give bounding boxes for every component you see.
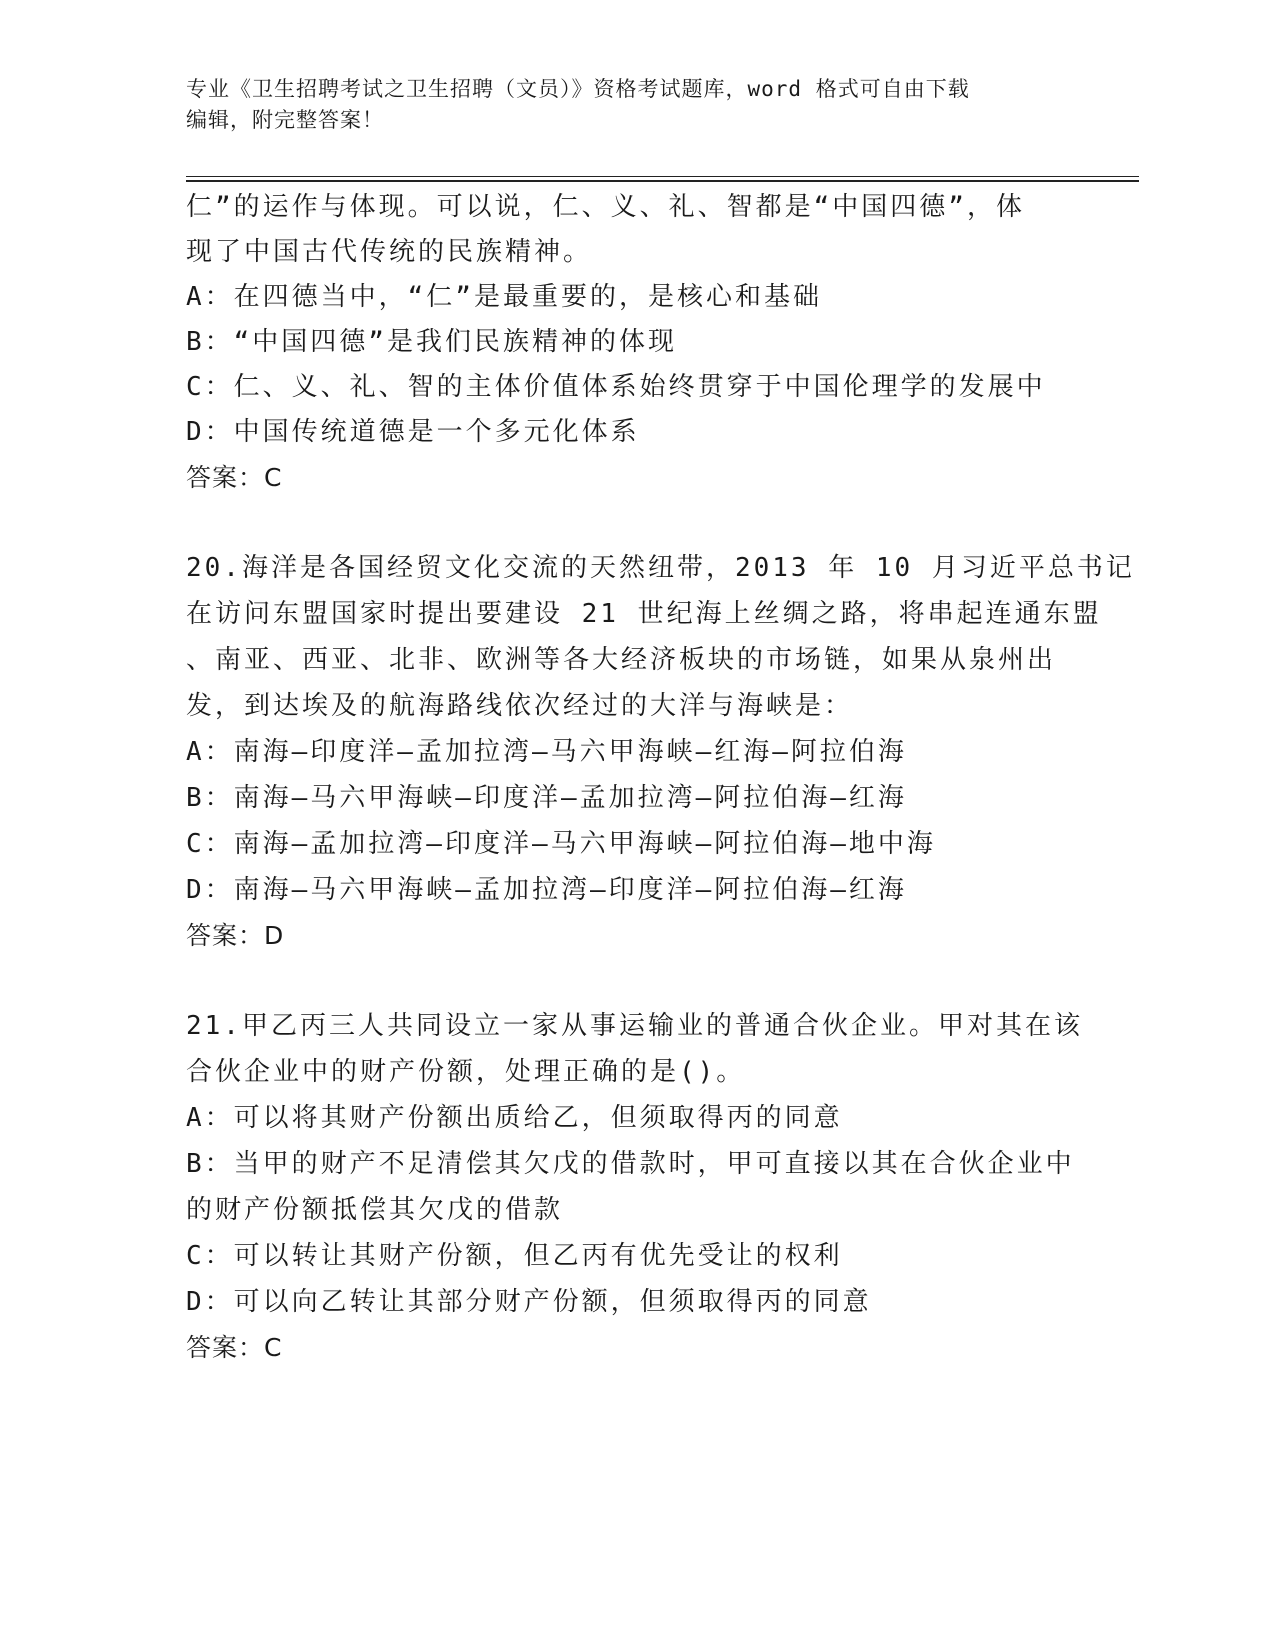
- answer-label: 答案：D: [186, 921, 285, 950]
- question-21: [186, 1003, 1083, 1370]
- question-text-line: 发，到达埃及的航海路线依次经过的大洋与海峡是：: [186, 691, 854, 721]
- option-a: A：在四德当中，“仁”是最重要的，是核心和基础: [186, 282, 822, 312]
- question-19-continued: [186, 185, 1066, 500]
- option-c: C：仁、义、礼、智的主体价值体系始终贯穿于中国伦理学的发展中: [186, 372, 1046, 402]
- question-spacer: [186, 958, 1066, 1003]
- question-text-line: 、南亚、西亚、北非、欧洲等各大经济板块的市场链，如果从泉州出: [186, 645, 1057, 675]
- question-text-line: 21.甲乙丙三人共同设立一家从事运输业的普通合伙企业。甲对其在该: [186, 1011, 1083, 1041]
- option-d: D：可以向乙转让其部分财产份额，但须取得丙的同意: [186, 1287, 872, 1317]
- question-text-line: 仁”的运作与体现。可以说，仁、义、礼、智都是“中国四德”，体: [186, 192, 1025, 222]
- option-d: D：南海—马六甲海峡—孟加拉湾—印度洋—阿拉伯海—红海: [186, 875, 907, 905]
- page-header: [186, 74, 1086, 136]
- question-text-line: 现了中国古代传统的民族精神。: [186, 237, 593, 267]
- header-title-line-1: 专业《卫生招聘考试之卫生招聘（文员）》资格考试题库，word 格式可自由下载: [186, 77, 970, 101]
- option-d: D：中国传统道德是一个多元化体系: [186, 417, 640, 447]
- document-body: [186, 185, 1135, 1370]
- option-c: C：可以转让其财产份额，但乙丙有优先受让的权利: [186, 1241, 843, 1271]
- header-title-line-2: 编辑，附完整答案！: [186, 108, 384, 132]
- question-spacer: [186, 500, 1066, 545]
- header-divider-thin: [186, 176, 1139, 177]
- option-b: B：当甲的财产不足清偿其欠戊的借款时，甲可直接以其在合伙企业中: [186, 1149, 1075, 1179]
- answer-label: 答案：C: [186, 1333, 283, 1362]
- header-divider-thick: [186, 180, 1139, 182]
- option-b-continued: 的财产份额抵偿其欠戊的借款: [186, 1195, 564, 1225]
- option-b: B：“中国四德”是我们民族精神的体现: [186, 327, 677, 357]
- option-a: A：可以将其财产份额出质给乙，但须取得丙的同意: [186, 1103, 843, 1133]
- option-a: A：南海—印度洋—孟加拉湾—马六甲海峡—红海—阿拉伯海: [186, 737, 907, 767]
- question-20: [186, 545, 1135, 958]
- question-text-line: 合伙企业中的财产份额，处理正确的是()。: [186, 1057, 746, 1087]
- option-c: C：南海—孟加拉湾—印度洋—马六甲海峡—阿拉伯海—地中海: [186, 829, 936, 859]
- question-text-line: 20.海洋是各国经贸文化交流的天然纽带，2013 年 10 月习近平总书记: [186, 553, 1135, 583]
- option-b: B：南海—马六甲海峡—印度洋—孟加拉湾—阿拉伯海—红海: [186, 783, 907, 813]
- answer-label: 答案：C: [186, 463, 283, 492]
- question-text-line: 在访问东盟国家时提出要建设 21 世纪海上丝绸之路，将串起连通东盟: [186, 599, 1102, 629]
